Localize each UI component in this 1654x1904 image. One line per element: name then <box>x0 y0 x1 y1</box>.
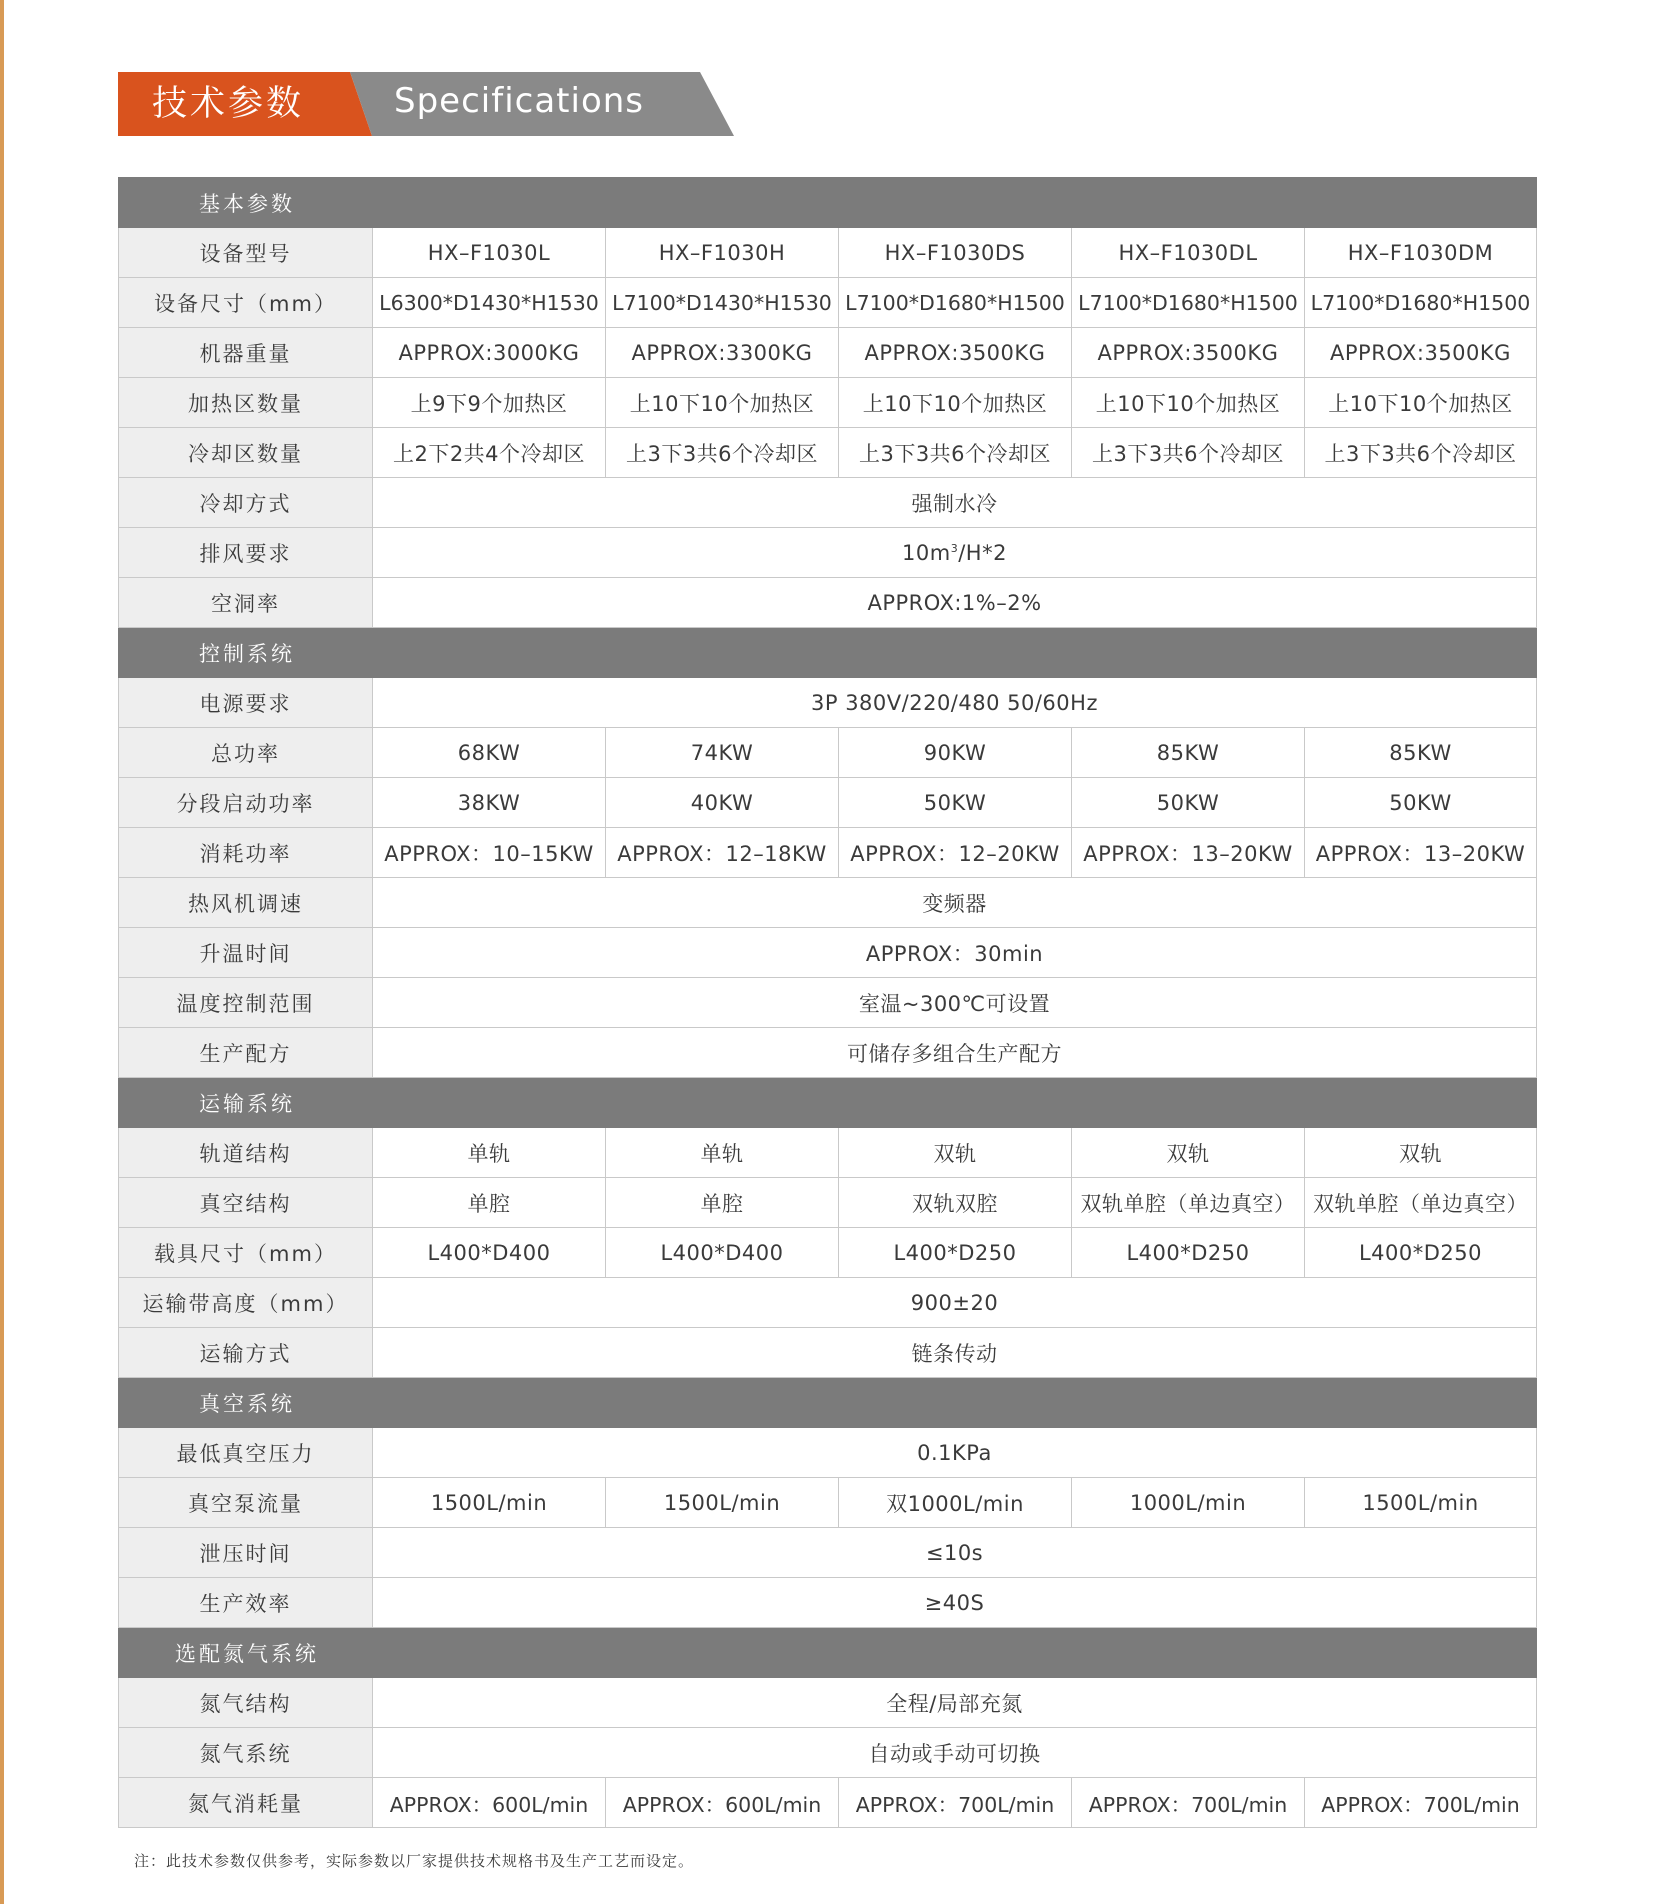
spec-label: 设备尺寸（mm） <box>119 278 373 328</box>
spec-row <box>119 778 1537 828</box>
spec-value-cell: APPROX:3500KG <box>1072 328 1305 378</box>
spec-value-merged: APPROX:1%–2% <box>373 578 1537 628</box>
spec-value-cell: 上10下10个加热区 <box>1072 378 1305 428</box>
spec-row <box>119 1128 1537 1178</box>
spec-row <box>119 228 1537 278</box>
spec-value-merged: ≥40S <box>373 1578 1537 1628</box>
spec-row <box>119 478 1537 528</box>
spec-label: 消耗功率 <box>119 828 373 878</box>
spec-value-cell: 38KW <box>373 778 606 828</box>
spec-row <box>119 1778 1537 1828</box>
spec-label: 生产效率 <box>119 1578 373 1628</box>
spec-row <box>119 678 1537 728</box>
spec-value-cell: 单轨 <box>606 1128 839 1178</box>
spec-label: 冷却区数量 <box>119 428 373 478</box>
spec-value-cell: 单腔 <box>373 1178 606 1228</box>
spec-row <box>119 428 1537 478</box>
spec-label: 设备型号 <box>119 228 373 278</box>
spec-value-cell: 50KW <box>839 778 1072 828</box>
spec-value-cell: HX–F1030DL <box>1072 228 1305 278</box>
spec-value-merged <box>373 528 1537 578</box>
spec-value-cell: 上3下3共6个冷却区 <box>1072 428 1305 478</box>
spec-label: 加热区数量 <box>119 378 373 428</box>
spec-value-cell: 上3下3共6个冷却区 <box>1305 428 1537 478</box>
header-title-cn: 技术参数 <box>152 84 305 124</box>
spec-value-cell: L7100*D1680*H1500 <box>1305 278 1537 328</box>
spec-row <box>119 878 1537 928</box>
spec-row <box>119 378 1537 428</box>
spec-value-cell: 双轨 <box>1072 1128 1305 1178</box>
spec-row <box>119 1278 1537 1328</box>
spec-value-merged: 900±20 <box>373 1278 1537 1328</box>
spec-label: 轨道结构 <box>119 1128 373 1178</box>
spec-label: 总功率 <box>119 728 373 778</box>
spec-value-cell: L7100*D1680*H1500 <box>1072 278 1305 328</box>
spec-value-cell: 上10下10个加热区 <box>606 378 839 428</box>
spec-label: 真空结构 <box>119 1178 373 1228</box>
spec-row <box>119 1728 1537 1778</box>
spec-row <box>119 1578 1537 1628</box>
spec-label: 空洞率 <box>119 578 373 628</box>
specifications-table <box>118 177 1537 1828</box>
spec-value-cell: APPROX：10–15KW <box>373 828 606 878</box>
spec-row <box>119 1228 1537 1278</box>
spec-value-cell: 单轨 <box>373 1128 606 1178</box>
section-title: 控制系统 <box>119 628 1537 678</box>
spec-value-cell: 50KW <box>1072 778 1305 828</box>
spec-value-cell: 40KW <box>606 778 839 828</box>
spec-value-cell: APPROX：700L/min <box>1305 1778 1537 1828</box>
spec-value-merged: 自动或手动可切换 <box>373 1728 1537 1778</box>
spec-value-cell: L400*D250 <box>1072 1228 1305 1278</box>
spec-value-cell: HX–F1030L <box>373 228 606 278</box>
spec-label: 热风机调速 <box>119 878 373 928</box>
spec-value-cell: 1500L/min <box>606 1478 839 1528</box>
section-header-row <box>119 178 1537 228</box>
spec-value-cell: 1500L/min <box>373 1478 606 1528</box>
spec-value-cell: 74KW <box>606 728 839 778</box>
spec-value-merged: ≤10s <box>373 1528 1537 1578</box>
spec-value-cell: HX–F1030DM <box>1305 228 1537 278</box>
spec-row <box>119 978 1537 1028</box>
spec-value-cell: APPROX:3500KG <box>1305 328 1537 378</box>
spec-row <box>119 578 1537 628</box>
spec-value-cell: APPROX:3500KG <box>839 328 1072 378</box>
spec-value-merged: 室温~300℃可设置 <box>373 978 1537 1028</box>
spec-value-cell: 90KW <box>839 728 1072 778</box>
spec-label: 冷却方式 <box>119 478 373 528</box>
spec-value-cell: APPROX：12–20KW <box>839 828 1072 878</box>
header-title-en: Specifications <box>394 81 645 121</box>
spec-value-cell: 双轨单腔（单边真空） <box>1072 1178 1305 1228</box>
spec-value-cell: APPROX：13–20KW <box>1305 828 1537 878</box>
spec-value-cell: 85KW <box>1305 728 1537 778</box>
spec-value-cell: 上2下2共4个冷却区 <box>373 428 606 478</box>
spec-value-cell: APPROX：12–18KW <box>606 828 839 878</box>
section-header-row <box>119 1078 1537 1128</box>
spec-value-cell: 上10下10个加热区 <box>1305 378 1537 428</box>
footnote: 注：此技术参数仅供参考，实际参数以厂家提供技术规格书及生产工艺而设定。 <box>134 1852 695 1870</box>
spec-value-merged: 强制水冷 <box>373 478 1537 528</box>
value-tail: /H*2 <box>958 540 1007 565</box>
spec-value-cell: 1000L/min <box>1072 1478 1305 1528</box>
spec-value-cell: APPROX：700L/min <box>1072 1778 1305 1828</box>
spec-value-merged: 0.1KPa <box>373 1428 1537 1478</box>
spec-label: 排风要求 <box>119 528 373 578</box>
spec-row <box>119 1528 1537 1578</box>
spec-value-merged: 链条传动 <box>373 1328 1537 1378</box>
spec-value-cell: 上10下10个加热区 <box>839 378 1072 428</box>
spec-value-cell: 双1000L/min <box>839 1478 1072 1528</box>
spec-row <box>119 1178 1537 1228</box>
spec-value-cell: 上3下3共6个冷却区 <box>606 428 839 478</box>
spec-value-cell: 双轨 <box>1305 1128 1537 1178</box>
spec-label: 氮气结构 <box>119 1678 373 1728</box>
spec-value-cell: APPROX：700L/min <box>839 1778 1072 1828</box>
spec-value-cell: L7100*D1430*H1530 <box>606 278 839 328</box>
value-superscript: 3 <box>950 541 959 555</box>
section-header-banner <box>118 72 758 136</box>
spec-label: 氮气消耗量 <box>119 1778 373 1828</box>
spec-value-merged: 全程/局部充氮 <box>373 1678 1537 1728</box>
spec-label: 温度控制范围 <box>119 978 373 1028</box>
spec-value-cell: HX–F1030H <box>606 228 839 278</box>
section-title: 真空系统 <box>119 1378 1537 1428</box>
section-title: 选配氮气系统 <box>119 1628 1537 1678</box>
spec-value-cell: HX–F1030DS <box>839 228 1072 278</box>
section-header-row <box>119 1628 1537 1678</box>
specifications-table-body <box>119 178 1537 1828</box>
spec-value-merged: APPROX：30min <box>373 928 1537 978</box>
spec-value-cell: APPROX：600L/min <box>373 1778 606 1828</box>
spec-row <box>119 728 1537 778</box>
spec-value-cell: 1500L/min <box>1305 1478 1537 1528</box>
spec-value-cell: APPROX：600L/min <box>606 1778 839 1828</box>
spec-label: 电源要求 <box>119 678 373 728</box>
spec-value-cell: 上3下3共6个冷却区 <box>839 428 1072 478</box>
spec-row <box>119 1028 1537 1078</box>
spec-value-cell: 上9下9个加热区 <box>373 378 606 428</box>
spec-value-merged: 3P 380V/220/480 50/60Hz <box>373 678 1537 728</box>
spec-row <box>119 928 1537 978</box>
page-left-border <box>0 0 4 1904</box>
spec-label: 分段启动功率 <box>119 778 373 828</box>
section-title: 运输系统 <box>119 1078 1537 1128</box>
spec-row <box>119 328 1537 378</box>
spec-value-cell: L400*D250 <box>1305 1228 1537 1278</box>
spec-value-cell: APPROX：13–20KW <box>1072 828 1305 878</box>
spec-label: 真空泵流量 <box>119 1478 373 1528</box>
spec-row <box>119 1678 1537 1728</box>
spec-label: 机器重量 <box>119 328 373 378</box>
spec-value-cell: L400*D250 <box>839 1228 1072 1278</box>
spec-value-cell: 双轨 <box>839 1128 1072 1178</box>
spec-value-cell: L6300*D1430*H1530 <box>373 278 606 328</box>
spec-value-cell: APPROX:3300KG <box>606 328 839 378</box>
spec-label: 升温时间 <box>119 928 373 978</box>
spec-value-cell: 双轨单腔（单边真空） <box>1305 1178 1537 1228</box>
section-title: 基本参数 <box>119 178 1537 228</box>
spec-row <box>119 1478 1537 1528</box>
spec-value-cell: 单腔 <box>606 1178 839 1228</box>
spec-row <box>119 528 1537 578</box>
spec-label: 泄压时间 <box>119 1528 373 1578</box>
spec-value-cell: APPROX:3000KG <box>373 328 606 378</box>
spec-value-cell: L400*D400 <box>606 1228 839 1278</box>
spec-row <box>119 1328 1537 1378</box>
spec-label: 载具尺寸（mm） <box>119 1228 373 1278</box>
spec-value-merged: 可储存多组合生产配方 <box>373 1028 1537 1078</box>
spec-row <box>119 828 1537 878</box>
spec-value-cell: 85KW <box>1072 728 1305 778</box>
spec-label: 氮气系统 <box>119 1728 373 1778</box>
value-main: 10m <box>902 540 951 565</box>
spec-value-merged: 变频器 <box>373 878 1537 928</box>
spec-value-cell: L400*D400 <box>373 1228 606 1278</box>
spec-label: 最低真空压力 <box>119 1428 373 1478</box>
spec-value-cell: L7100*D1680*H1500 <box>839 278 1072 328</box>
spec-value-cell: 50KW <box>1305 778 1537 828</box>
spec-row <box>119 278 1537 328</box>
spec-label: 运输方式 <box>119 1328 373 1378</box>
spec-value-cell: 双轨双腔 <box>839 1178 1072 1228</box>
spec-value-cell: 68KW <box>373 728 606 778</box>
spec-label: 生产配方 <box>119 1028 373 1078</box>
spec-label: 运输带高度（mm） <box>119 1278 373 1328</box>
spec-row <box>119 1428 1537 1478</box>
section-header-row <box>119 1378 1537 1428</box>
section-header-row <box>119 628 1537 678</box>
